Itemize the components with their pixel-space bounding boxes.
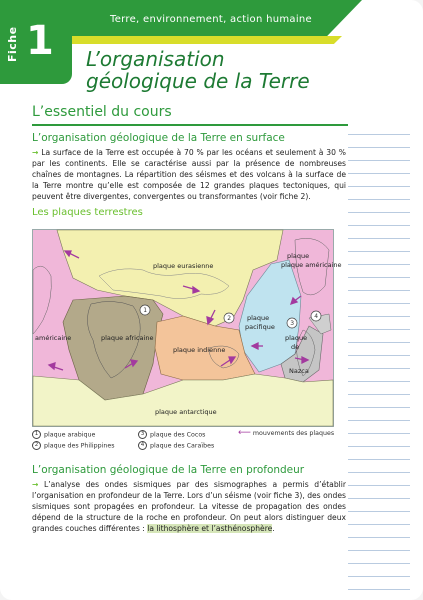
- legend-number: 4: [138, 441, 147, 450]
- notes-ruled-area: [348, 122, 410, 592]
- tectonic-plates-map: [32, 229, 342, 427]
- legend-item: [138, 430, 205, 439]
- label-plaque-de-2: de: [291, 343, 300, 351]
- label-plaque-de-1: plaque: [285, 334, 308, 342]
- label-nazca: Nazca: [289, 367, 309, 375]
- page-title: [86, 48, 406, 92]
- map-marker-3: 3: [290, 320, 295, 328]
- arrow-right-icon: →: [32, 480, 39, 489]
- fiche-number: 1: [26, 18, 54, 64]
- legend-item: [138, 441, 214, 450]
- section-title: L’essentiel du cours: [32, 104, 172, 120]
- legend-label: plaque des Cocos: [150, 431, 206, 439]
- fiche-badge: [0, 0, 72, 84]
- map-marker-1: 1: [143, 307, 148, 315]
- legend-item: [32, 430, 95, 439]
- surface-text: La surface de la Terre est occupée à 70 % par les océans et seulement à 30 % par les continents. Elle se caractérise aussi par la présence de nombreuses chaînes de montagnes. La répartition des séismes et des volcans à la surface de la Terre montre qu’elle est composée de 12 grandes plaques tectoniques, qui peuvent être divergentes, convergentes ou transformantes (voir fiche 2).: [32, 148, 346, 201]
- page-title-line2: géologique de la Terre: [86, 69, 310, 93]
- legend-label: mouvements des plaques: [252, 430, 335, 437]
- legend-label: plaque des Philippines: [44, 442, 115, 450]
- header-yellow-bar: [72, 36, 342, 44]
- depth-highlight: la lithosphère et l’asthénosphère: [147, 524, 273, 533]
- map-title: Les plaques terrestres: [32, 207, 143, 218]
- legend-number: 1: [32, 430, 41, 439]
- legend-label: plaque des Caraïbes: [150, 442, 215, 450]
- legend-item-movement: [238, 428, 334, 438]
- label-americaine-left: américaine: [35, 334, 72, 342]
- label-africaine: plaque africaine: [101, 334, 154, 342]
- label-indienne: plaque indienne: [173, 346, 226, 354]
- label-americaine-right-1: plaque: [287, 252, 310, 260]
- depth-text: L’analyse des ondes sismiques par des sismographes a permis d’établir l’organisation en profondeur de la Terre. Lors d’un séisme (voir fiche 3), des ondes sismiques sont propagées en profondeur. La vitesse de propagation des ondes dépend de la structure de la roche en profondeur. On peut alors distinguer deux grandes couches différentes :: [32, 480, 346, 533]
- label-eurasienne: plaque eurasienne: [153, 262, 214, 270]
- legend-label: plaque arabique: [44, 431, 96, 439]
- depth-paragraph: [32, 479, 346, 534]
- surface-paragraph: [32, 147, 346, 202]
- label-pacifique-1: plaque: [247, 314, 270, 322]
- fiche-label: Fiche: [6, 26, 19, 62]
- depth-text-end: .: [272, 524, 275, 533]
- page-title-line1: L’organisation: [86, 47, 225, 71]
- map-legend: [32, 430, 344, 456]
- chapter-title: Terre, environnement, action humaine: [110, 14, 313, 25]
- label-pacifique-2: pacifique: [245, 323, 275, 331]
- legend-number: 2: [32, 441, 41, 450]
- legend-number: 3: [138, 430, 147, 439]
- map-marker-4: 4: [314, 313, 319, 321]
- arrow-right-icon: →: [32, 148, 39, 157]
- arrow-left-icon: ⟵: [238, 428, 251, 438]
- legend-item: [32, 441, 115, 450]
- depth-heading: L’organisation géologique de la Terre en profondeur: [32, 464, 305, 476]
- label-antarctique: plaque antarctique: [155, 408, 217, 416]
- surface-heading: L’organisation géologique de la Terre en surface: [32, 132, 285, 144]
- label-americaine-right: plaque américaine: [281, 261, 342, 269]
- map-marker-2: 2: [227, 315, 232, 323]
- section-divider: [32, 124, 348, 126]
